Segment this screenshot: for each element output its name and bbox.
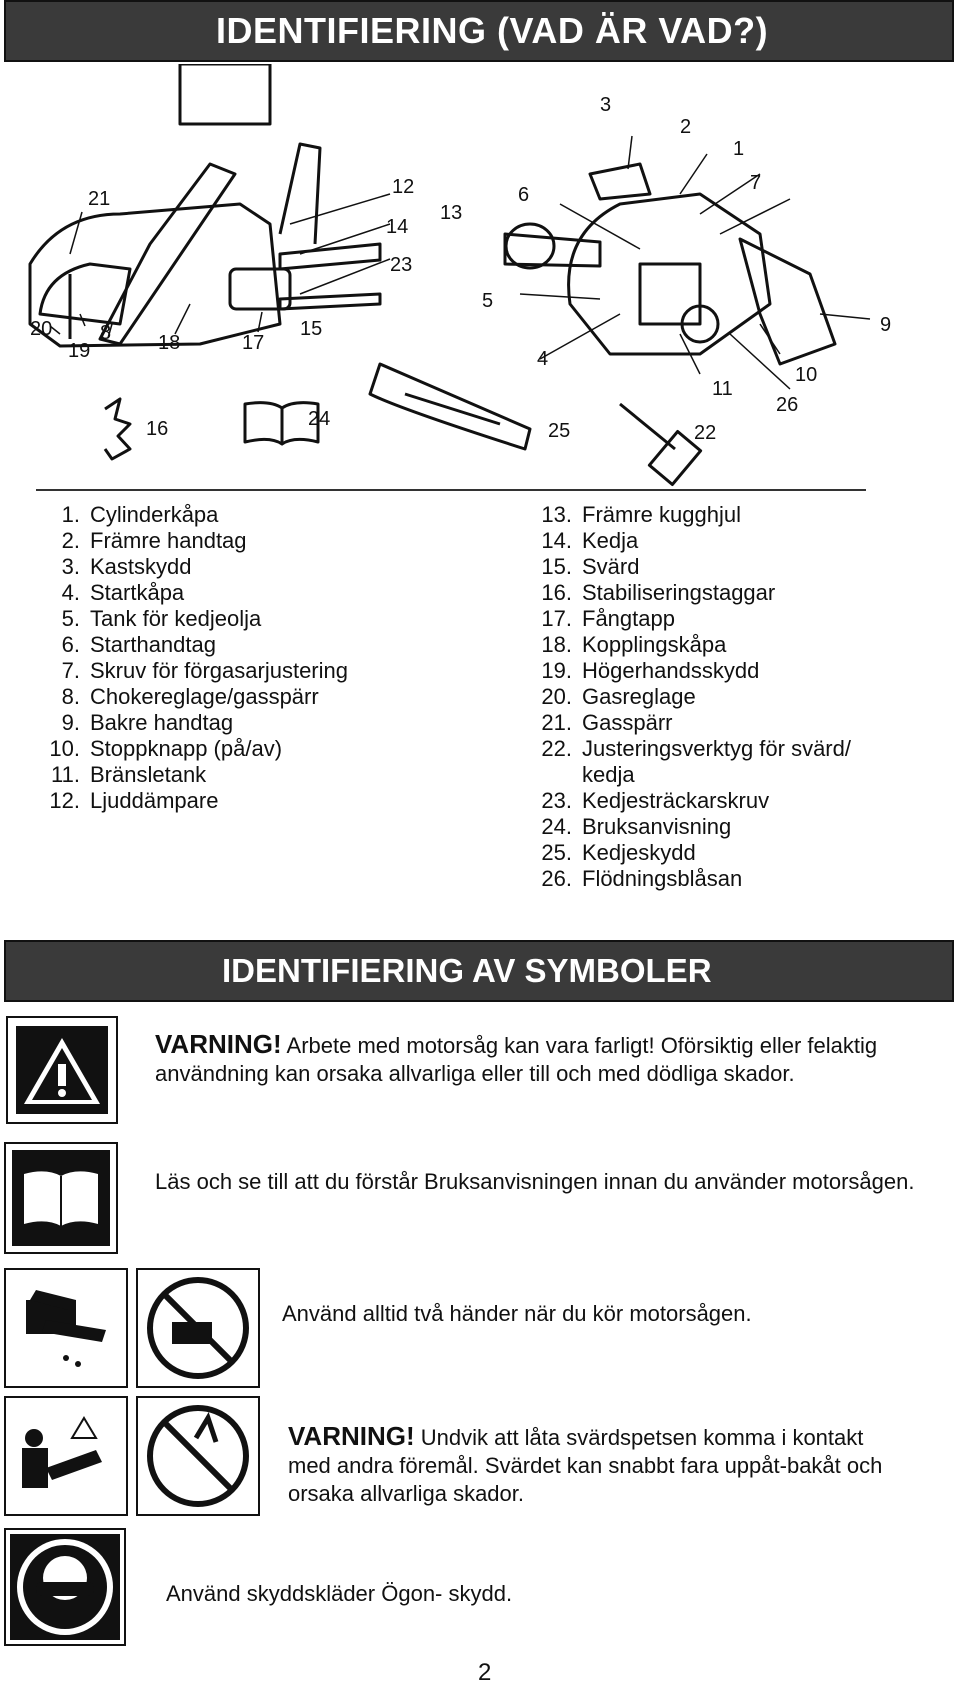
part-number: 2. (61, 528, 80, 553)
callout-17: 17 (242, 332, 265, 354)
scrench-tool (620, 404, 701, 484)
part-number: 26. (541, 866, 572, 891)
protective-gear-symbol (4, 1528, 126, 1646)
part-list-item (36, 580, 348, 606)
part-name: Startkåpa (90, 580, 185, 605)
part-list-item (528, 736, 888, 788)
page-number: 2 (478, 1659, 492, 1686)
part-list-item (36, 528, 348, 554)
part-number: 1. (61, 502, 80, 527)
part-name: Cylinderkåpa (90, 502, 219, 527)
bar-guard (370, 364, 530, 449)
part-name: Gasspärr (582, 710, 673, 735)
open-book-icon (6, 1144, 116, 1252)
part-name: Kopplingskåpa (582, 632, 727, 657)
part-list-item (36, 632, 348, 658)
part-list-item (528, 606, 888, 632)
warning-body-2: Undvik att låta svärdspetsen komma i kontakt med andra föremål. Svärdet kan snabbt fara uppåt-bakåt och orsaka allvarliga skador. (288, 1425, 883, 1506)
symbols-title: IDENTIFIERING AV SYMBOLER (222, 952, 712, 989)
callout-22: 22 (694, 422, 717, 444)
callout-19: 19 (68, 340, 91, 362)
part-number: 14. (541, 528, 572, 553)
callout-5: 5 (482, 290, 494, 312)
part-number: 6. (61, 632, 80, 657)
callout-25: 25 (548, 420, 571, 442)
part-name: Gasreglage (582, 684, 696, 709)
protective-text: Använd skyddskläder Ögon- skydd. (166, 1581, 513, 1606)
callout-21: 21 (88, 188, 111, 210)
part-list-item (528, 840, 888, 866)
part-number: 23. (541, 788, 572, 813)
callout-11: 11 (712, 378, 733, 400)
divider-line (36, 489, 866, 491)
part-name: Starthandtag (90, 632, 216, 657)
part-name: Främre kugghjul (582, 502, 741, 527)
parts-diagram (0, 64, 960, 494)
part-number: 15. (541, 554, 572, 579)
part-number: 20. (541, 684, 572, 709)
part-number: 19. (541, 658, 572, 683)
warning-triangle-icon (8, 1018, 116, 1122)
callout-16: 16 (146, 418, 169, 440)
part-number: 10. (49, 736, 80, 761)
part-list-item (36, 736, 348, 762)
part-list-item (36, 684, 348, 710)
warning-text-2 (288, 1422, 908, 1508)
eye-protection-icon (6, 1530, 124, 1644)
page-title: IDENTIFIERING (VAD ÄR VAD?) (216, 10, 769, 51)
parts-list-right (528, 502, 888, 892)
part-list-item (36, 788, 348, 814)
part-list-item (36, 762, 348, 788)
part-number: 9. (61, 710, 80, 735)
callout-26: 26 (776, 394, 799, 416)
part-list-item (36, 658, 348, 684)
part-name: Kastskydd (90, 554, 192, 579)
kickback-symbol (4, 1396, 128, 1516)
part-number: 3. (61, 554, 80, 579)
part-list-item (528, 554, 888, 580)
part-number: 13. (541, 502, 572, 527)
callout-7: 7 (750, 172, 762, 194)
part-number: 4. (61, 580, 80, 605)
callout-2: 2 (680, 116, 692, 138)
part-name: Svärd (582, 554, 640, 579)
part-name: Främre handtag (90, 528, 247, 553)
warning-body-1: Arbete med motorsåg kan vara farligt! Oförsiktig eller felaktig användning kan orsaka allvarliga eller till och med dödliga skador. (155, 1033, 878, 1086)
part-list-item (528, 632, 888, 658)
two-hands-symbol (4, 1268, 128, 1388)
chainsaw-side-view (30, 64, 380, 346)
part-number: 5. (61, 606, 80, 631)
part-number: 16. (541, 580, 572, 605)
part-name: Kedjesträckarskruv (582, 788, 770, 813)
warning-symbol (6, 1016, 118, 1124)
callout-14: 14 (386, 216, 409, 238)
part-number: 25. (541, 840, 572, 865)
part-list-item (528, 528, 888, 554)
manual-symbol (4, 1142, 118, 1254)
part-list-item (528, 788, 888, 814)
callout-1: 1 (733, 138, 745, 160)
prohibited-one-hand-icon (138, 1270, 258, 1386)
callout-4: 4 (537, 348, 549, 370)
part-name: Bakre handtag (90, 710, 234, 735)
warning-label-2: VARNING! (288, 1421, 415, 1451)
callout-9: 9 (880, 314, 892, 336)
callout-23: 23 (390, 254, 413, 276)
part-list-item (528, 580, 888, 606)
part-list-item (36, 502, 348, 528)
part-name: Högerhandsskydd (582, 658, 760, 683)
part-number: 12. (49, 788, 80, 813)
parts-list-left (36, 502, 348, 814)
part-name: Ljuddämpare (90, 788, 219, 813)
callout-8: 8 (100, 322, 112, 344)
part-name: Stabiliseringstaggar (582, 580, 776, 605)
part-number: 8. (61, 684, 80, 709)
part-name: Justeringsverktyg för svärd/ kedja (582, 736, 851, 787)
part-name: Tank för kedjeolja (90, 606, 262, 631)
part-name: Stoppknapp (på/av) (90, 736, 283, 761)
part-list-item (528, 658, 888, 684)
callout-13: 13 (440, 202, 463, 224)
part-list-item (36, 554, 348, 580)
callout-12: 12 (392, 176, 415, 198)
part-name: Bruksanvisning (582, 814, 732, 839)
kickback-warning-icon (6, 1398, 126, 1514)
part-name: Kedja (582, 528, 639, 553)
part-name: Chokereglage/gasspärr (90, 684, 319, 709)
section-header-symbols (4, 940, 954, 1002)
part-number: 17. (541, 606, 572, 631)
part-list-item (528, 814, 888, 840)
part-number: 18. (541, 632, 572, 657)
callout-3: 3 (600, 94, 612, 116)
part-number: 21. (541, 710, 572, 735)
warning-label-1: VARNING! (155, 1029, 282, 1059)
part-name: Fångtapp (582, 606, 675, 631)
manual-text: Läs och se till att du förstår Bruksanvisningen innan du använder motorsågen. (155, 1169, 915, 1194)
hands-on-saw-icon (6, 1270, 126, 1386)
part-name: Bränsletank (90, 762, 207, 787)
part-name: Kedjeskydd (582, 840, 696, 865)
one-hand-prohibited-symbol (136, 1268, 260, 1388)
part-list-item (36, 710, 348, 736)
bucking-spikes-icon (105, 399, 130, 459)
part-list-item (528, 502, 888, 528)
part-list-item (528, 866, 888, 892)
part-list-item (528, 684, 888, 710)
part-number: 7. (61, 658, 80, 683)
part-list-item (528, 710, 888, 736)
callout-18: 18 (158, 332, 181, 354)
callout-6: 6 (518, 184, 530, 206)
callout-24: 24 (308, 408, 331, 430)
chainsaw-top-view (505, 164, 835, 364)
tip-contact-prohibited-symbol (136, 1396, 260, 1516)
warning-text-1 (155, 1030, 945, 1088)
two-hands-text: Använd alltid två händer när du kör motorsågen. (282, 1301, 752, 1326)
part-name: Skruv för förgasarjustering (90, 658, 348, 683)
part-number: 22. (541, 736, 572, 761)
part-number: 24. (541, 814, 572, 839)
callout-15: 15 (300, 318, 323, 340)
prohibited-tip-contact-icon (138, 1398, 258, 1514)
part-name: Flödningsblåsan (582, 866, 743, 891)
section-header-identification (4, 0, 954, 62)
callout-20: 20 (30, 318, 53, 340)
part-number: 11. (51, 762, 80, 787)
parts-diagram-drawing (0, 64, 960, 494)
callout-10: 10 (795, 364, 818, 386)
part-list-item (36, 606, 348, 632)
